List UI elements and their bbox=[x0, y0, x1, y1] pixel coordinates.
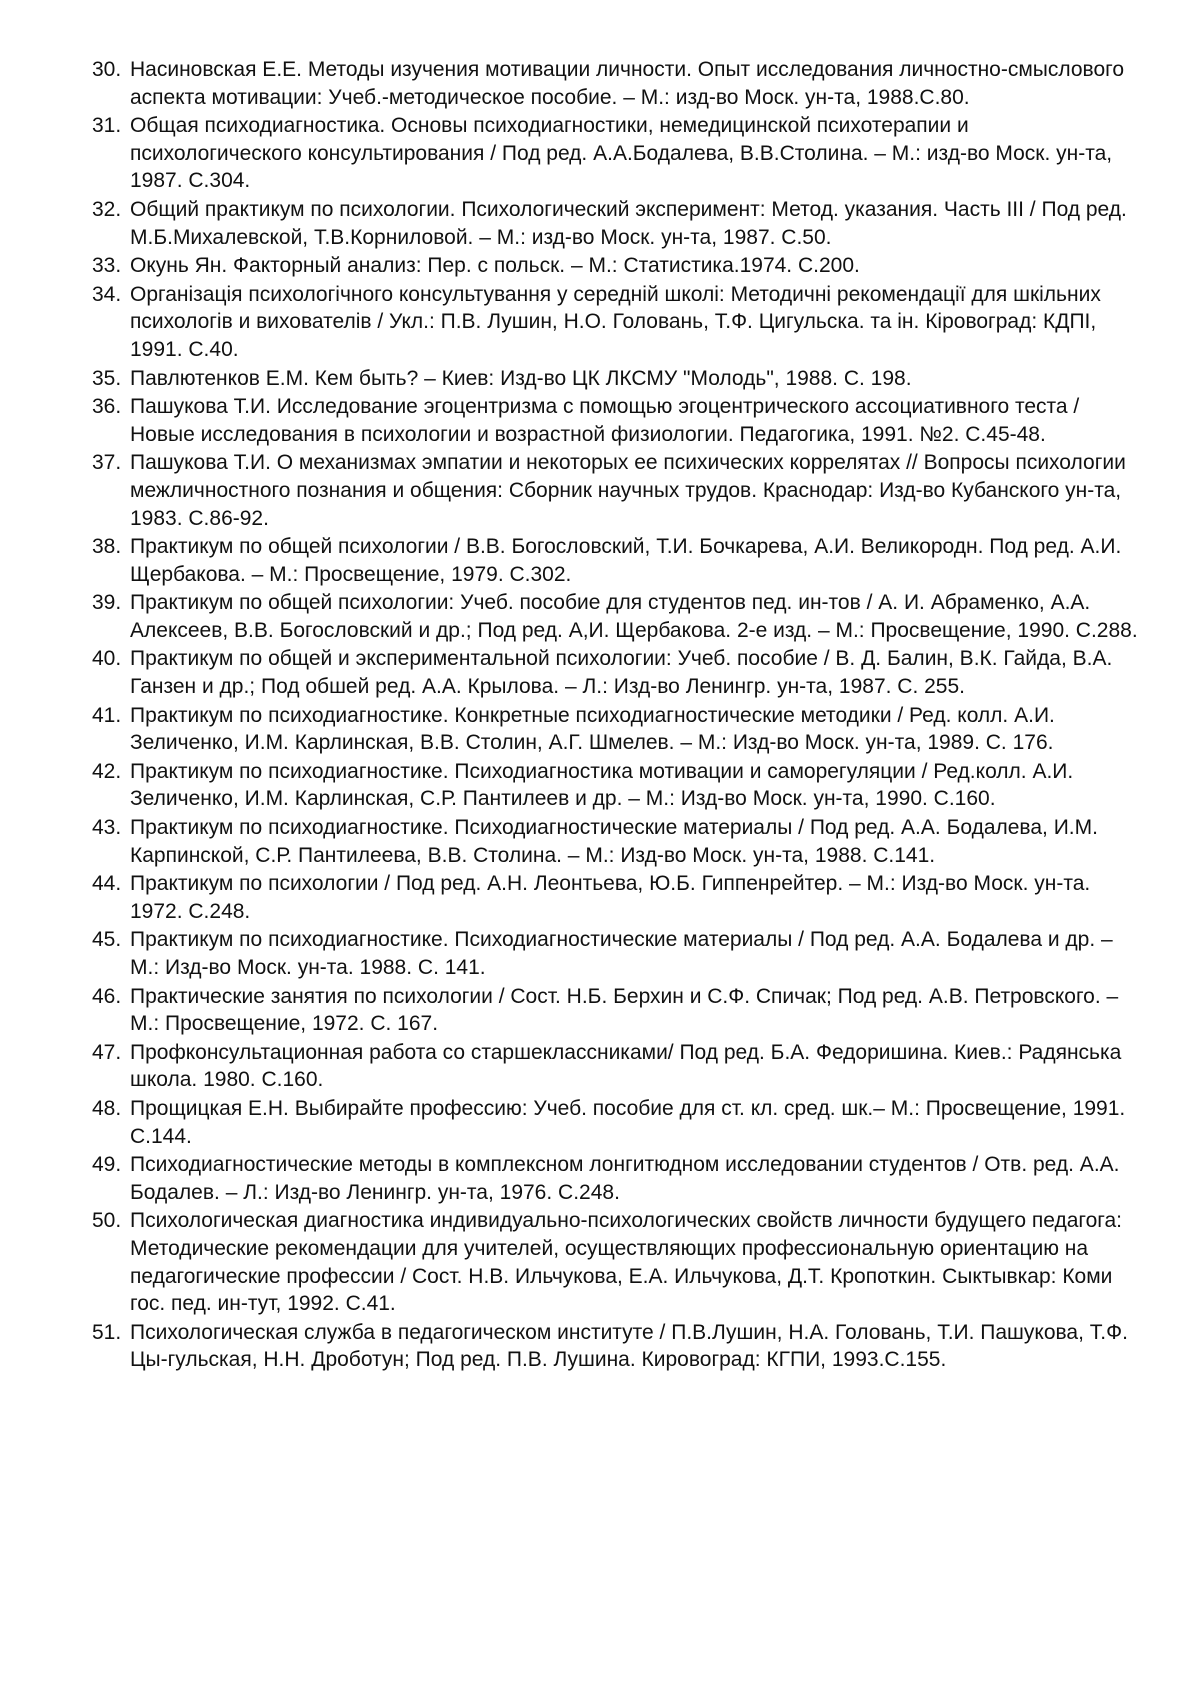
entry-number: 48. bbox=[92, 1096, 122, 1120]
entry-text: Практические занятия по психологии / Сост. Н.Б. Берхин и С.Ф. Спичак; Под ред. А.В. Петровского. – М.: Просвещение, 1972. С. 167. bbox=[130, 984, 1119, 1036]
bibliography-entry bbox=[92, 533, 1142, 588]
entry-text: Насиновская Е.Е. Методы изучения мотивации личности. Опыт исследования личностно-смыслового аспекта мотивации: Учеб.-методическое пособие. – М.: изд-во Моск. ун-та, 1988.С.80. bbox=[130, 58, 1125, 109]
entry-number: 41. bbox=[92, 703, 122, 727]
bibliography-entry bbox=[92, 702, 1142, 757]
entry-text: Окунь Ян. Факторный анализ: Пер. с польск. – М.: Статистика.1974. С.200. bbox=[130, 254, 860, 278]
entry-text: Общая психодиагностика. Основы психодиагностики, немедицинской психотерапии и психологического консультирования / Под ред. А.А.Бодалева, В.В.Столина. – М.: изд-во Моск. ун-та, 1987. С.304. bbox=[130, 114, 1113, 193]
bibliography-entry bbox=[92, 1095, 1142, 1150]
bibliography-entry bbox=[92, 449, 1142, 532]
entry-text: Практикум по психологии / Под ред. А.Н. Леонтьева, Ю.Б. Гиппенрейтер. – М.: Изд-во Моск. ун-та. 1972. С.248. bbox=[130, 872, 1091, 923]
entry-text: Психодиагностические методы в комплексном лонгитюдном исследовании студентов / Отв. ред. А.А. Бодалев. – Л.: Изд-во Ленингр. ун-та, 1976. С.248. bbox=[130, 1153, 1120, 1204]
entry-text: Практикум по общей и экспериментальной психологии: Учеб. пособие / В. Д. Балин, В.К. Гайда, В.А. Ганзен и др.; Под обшей ред. А.А. Крылова. – Л.: Изд-во Ленингр. ун-та, 1987. С. 255. bbox=[130, 647, 1113, 699]
entry-number: 39. bbox=[92, 591, 122, 615]
entry-number: 40. bbox=[92, 647, 122, 671]
entry-number: 32. bbox=[92, 197, 122, 221]
bibliography-entry bbox=[92, 983, 1142, 1038]
bibliography-entry bbox=[92, 1207, 1142, 1317]
bibliography-entry bbox=[92, 112, 1142, 195]
entry-number: 38. bbox=[92, 535, 122, 559]
bibliography-entry bbox=[92, 196, 1142, 251]
entry-number: 47. bbox=[92, 1040, 122, 1064]
entry-number: 45. bbox=[92, 928, 122, 952]
entry-number: 36. bbox=[92, 395, 122, 419]
entry-text: Психологическая диагностика индивидуально-психологических свойств личности будущего педагога: Методические рекомендации для учителей, осуществляющих профессиональную ориентацию на педагогические профессии / Сост. Н.В. Ильчукова, Е.А. Ильчукова, Д.Т. Кропоткин. Сыктывкар: Коми гос. пед. ин-тут, 1992. С.41. bbox=[130, 1209, 1122, 1316]
bibliography-entry bbox=[92, 281, 1142, 364]
entry-number: 33. bbox=[92, 254, 122, 278]
bibliography-entry bbox=[92, 393, 1142, 448]
bibliography-entry bbox=[92, 56, 1142, 111]
entry-text: Практикум по психодиагностике. Психодиагностические материалы / Под ред. А.А. Бодалева, И.М. Карпинской, С.Р. Пантилеева, В.В. Столина. – М.: Изд-во Моск. ун-та, 1988. С.141. bbox=[130, 816, 1098, 867]
entry-text: Психологическая служба в педагогическом институте / П.В.Лушин, Н.А. Головань, Т.И. Пашукова, Т.Ф. Цы-гульская, Н.Н. Дроботун; Под ред. П.В. Лушина. Кировоград: КГПИ, 1993.С.155. bbox=[130, 1320, 1128, 1372]
entry-number: 51. bbox=[92, 1320, 122, 1344]
entry-text: Практикум по психодиагностике. Конкретные психодиагностические методики / Ред. колл. А.И. Зеличенко, И.М. Карлинская, В.В. Столин, А.Г. Шмелев. – М.: Изд-во Моск. ун-та, 1989. С. 176. bbox=[130, 703, 1055, 755]
bibliography-entry bbox=[92, 589, 1142, 644]
bibliography-entry bbox=[92, 252, 1142, 280]
entry-number: 30. bbox=[92, 58, 122, 81]
entry-text: Пашукова Т.И. О механизмах эмпатии и некоторых ее психических коррелятах // Вопросы психологии межличностного познания и общения: Сборник научных трудов. Краснодар: Изд-во Кубанского ун-та, 1983. С.86-92. bbox=[130, 451, 1126, 530]
bibliography-page bbox=[92, 56, 1142, 1375]
entry-number: 34. bbox=[92, 282, 122, 306]
entry-text: Павлютенков Е.М. Кем быть? – Киев: Изд-во ЦК ЛКСМУ "Молодь", 1988. С. 198. bbox=[130, 366, 912, 390]
bibliography-entry bbox=[92, 365, 1142, 393]
entry-text: Організація психологічного консультування у середній школі: Методичні рекомендації для шкільних психологів и вихователів / Укл.: П.В. Лушин, Н.О. Головань, Т.Ф. Цигульска. та ін. Кіровоград: КДПІ, 1991. С.40. bbox=[130, 282, 1101, 361]
entry-text: Практикум по общей психологии / В.В. Богословский, Т.И. Бочкарева, А.И. Великородн. Под ред. А.И. Щербакова. – М.: Просвещение, 1979. С.302. bbox=[130, 535, 1122, 586]
bibliography-entry bbox=[92, 645, 1142, 700]
entry-text: Профконсультационная работа со старшеклассниками/ Под ред. Б.А. Федоришина. Киев.: Радянська школа. 1980. С.160. bbox=[130, 1040, 1122, 1092]
entry-number: 44. bbox=[92, 872, 122, 896]
entry-number: 31. bbox=[92, 114, 122, 138]
bibliography-entry bbox=[92, 1319, 1142, 1374]
entry-number: 50. bbox=[92, 1209, 122, 1233]
entry-number: 43. bbox=[92, 816, 122, 840]
entry-number: 37. bbox=[92, 451, 122, 475]
entry-number: 49. bbox=[92, 1153, 122, 1177]
entry-text: Практикум по психодиагностике. Психодиагностика мотивации и саморегуляции / Ред.колл. А.И. Зеличенко, И.М. Карлинская, С.Р. Пантилеев и др. – М.: Изд-во Моск. ун-та, 1990. С.160. bbox=[130, 759, 1074, 811]
bibliography-entry bbox=[92, 926, 1142, 981]
entry-text: Практикум по психодиагностике. Психодиагностические материалы / Под ред. А.А. Бодалева и др. – М.: Изд-во Моск. ун-та. 1988. С. 141. bbox=[130, 928, 1113, 979]
bibliography-entry bbox=[92, 870, 1142, 925]
entry-text: Прощицкая Е.Н. Выбирайте профессию: Учеб. пособие для ст. кл. сред. шк.– М.: Просвещение, 1991. С.144. bbox=[130, 1096, 1126, 1148]
entry-text: Общий практикум по психологии. Психологический эксперимент: Метод. указания. Часть III / Под ред. М.Б.Михалевской, Т.В.Корниловой. – М.: изд-во Моск. ун-та, 1987. С.50. bbox=[130, 197, 1127, 249]
bibliography-entry bbox=[92, 1151, 1142, 1206]
entry-text: Практикум по общей психологии: Учеб. пособие для студентов пед. ин-тов / А. И. Абраменко, А.А. Алексеев, В.В. Богословский и др.; Под ред. А,И. Щербакова. 2-е изд. – М.: Просвещение, 1990. С.288. bbox=[130, 591, 1138, 642]
entry-number: 42. bbox=[92, 759, 122, 783]
bibliography-entry bbox=[92, 814, 1142, 869]
entry-text: Пашукова Т.И. Исследование эгоцентризма с помощью эгоцентрического ассоциативного теста / Новые исследования в психологии и возрастной физиологии. Педагогика, 1991. №2. С.45-48. bbox=[130, 395, 1080, 446]
bibliography-entry bbox=[92, 758, 1142, 813]
entry-number: 46. bbox=[92, 984, 122, 1008]
bibliography-entry bbox=[92, 1039, 1142, 1094]
entry-number: 35. bbox=[92, 366, 122, 390]
